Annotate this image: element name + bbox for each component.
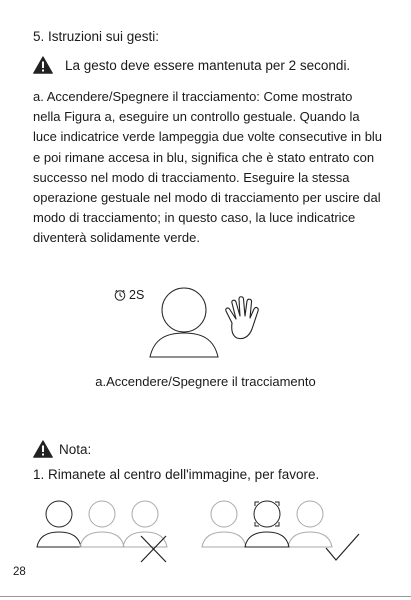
correct-position-group — [202, 501, 359, 560]
open-hand-icon — [226, 297, 258, 339]
note-heading — [33, 440, 91, 458]
instruction-paragraph: a. Accendere/Spegnere il tracciamento: Come mostrato nella Figura a, eseguire un controllo gestuale. Quando la luce indicatrice verde lampeggia due volte consecutive in blu e poi rimane accesa in blu, significa che è stato entrato con successo nel modo di tracciamento. Eseguire la stessa operazione gestuale nel modo di tracciamento per uscire dal modo di tracciamento; in questo caso, la luce indicatrice diventerà solidamente verde. — [33, 89, 383, 246]
note-item: 1. Rimanete al centro dell'immagine, per favore. — [33, 467, 320, 482]
warning-triangle-icon — [33, 56, 53, 74]
warning-triangle-icon — [33, 440, 53, 458]
person-off-center — [37, 501, 81, 547]
warning-row — [33, 56, 350, 74]
note-label: Nota: — [59, 441, 92, 457]
person-faded — [202, 501, 332, 547]
figure-a-caption: a.Accendere/Spegnere il tracciamento — [95, 374, 316, 389]
timer-icon — [114, 289, 126, 301]
person-centered — [245, 501, 289, 547]
bottom-rule — [0, 596, 411, 597]
timer-label — [114, 288, 144, 302]
cross-icon — [141, 536, 166, 562]
wrong-position-group — [37, 501, 167, 562]
page-number: 28 — [13, 566, 26, 578]
figure-a-illustration — [148, 285, 268, 367]
timer-value: 2S — [129, 288, 145, 302]
focus-frame — [255, 502, 279, 526]
person-outline — [150, 288, 218, 357]
section-title: 5. Istruzioni sui gesti: — [33, 29, 160, 44]
person-faded — [80, 501, 167, 547]
figure-position-examples — [36, 500, 366, 566]
warning-text: La gesto deve essere mantenuta per 2 secondi. — [65, 57, 351, 73]
